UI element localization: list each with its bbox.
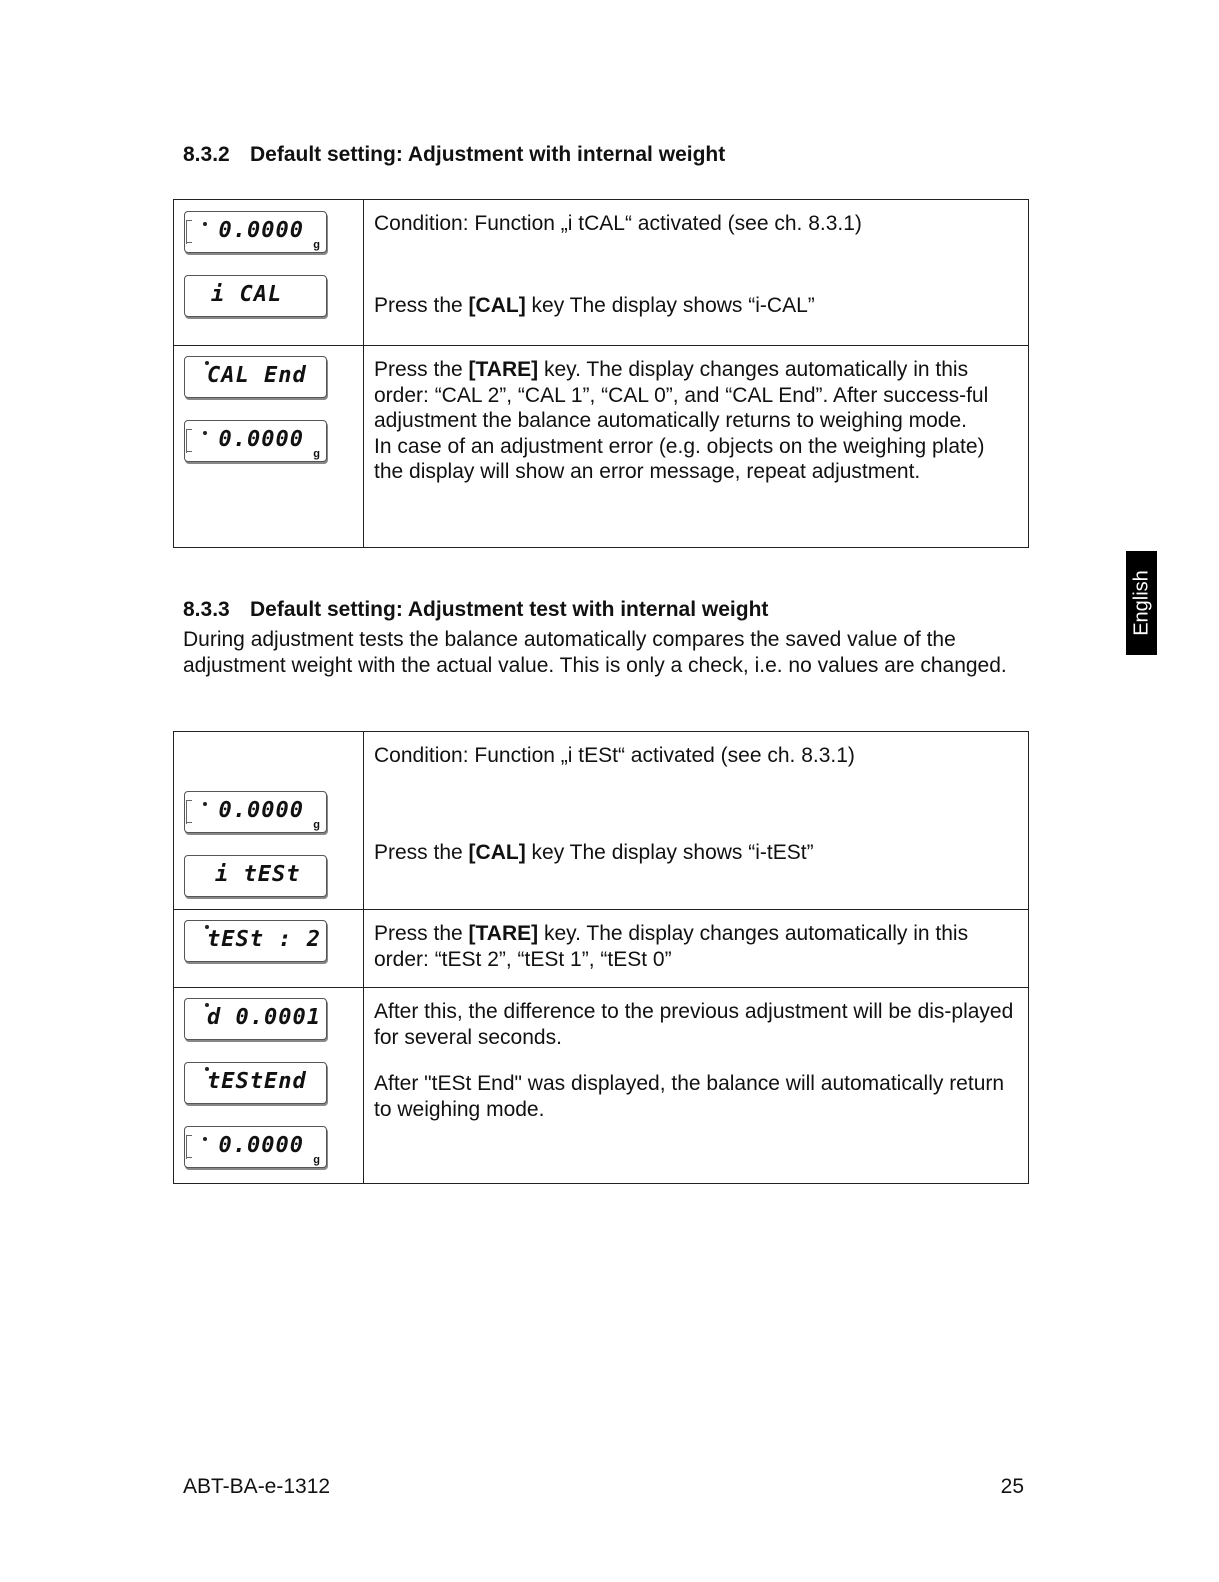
section-title: Default setting: Adjustment test with internal weight: [250, 598, 769, 621]
lcd-readout: tESt : 2: [207, 927, 321, 952]
instruction-text: [374, 840, 1018, 866]
indicator-dot: [203, 1137, 207, 1141]
difference-note: After this, the difference to the previous adjustment will be dis-played for several seconds.: [374, 1000, 1014, 1049]
table-row: [174, 988, 1029, 1184]
table-row: [174, 910, 1029, 988]
instruction-suffix: key The display shows “i-tESt”: [525, 840, 814, 864]
stability-indicator: [186, 800, 194, 824]
instruction-cell: [364, 910, 1029, 988]
stability-indicator: [186, 220, 194, 244]
lcd-unit: g: [313, 1154, 320, 1166]
section-heading-8-3-2: [183, 143, 725, 167]
page-number: 25: [1000, 1475, 1024, 1498]
indicator-dot: [203, 431, 207, 435]
instruction-text: [374, 293, 1018, 319]
lcd-readout: 0.0000: [218, 427, 304, 452]
indicator-dot: [203, 222, 207, 226]
instruction-suffix: key. The display changes automatically in this order: “CAL 2”, “CAL 1”, “CAL 0”, and “CAL End”. After success-ful adjustment the balance automatically returns to weighing mode.: [374, 358, 989, 432]
lcd-readout: 0.0000: [218, 218, 304, 243]
lcd-display: [184, 1126, 327, 1168]
display-cell: [174, 200, 364, 346]
section-heading-8-3-3: [183, 598, 768, 622]
key-name: [TARE]: [468, 922, 539, 945]
instruction-suffix: key The display shows “i-CAL”: [525, 293, 815, 317]
instruction-prefix: Press the: [374, 358, 469, 381]
lcd-display: [184, 920, 327, 962]
display-cell: [174, 346, 364, 548]
instruction-prefix: Press the: [374, 840, 469, 864]
language-label: English: [1130, 570, 1152, 636]
section-intro: During adjustment tests the balance automatically compares the saved value of the adjustment weight with the actual value. This is only a check, i.e. no values are changed.: [183, 628, 1007, 677]
indicator-dot: [203, 802, 207, 806]
lcd-readout: d 0.0001: [207, 1005, 321, 1030]
condition-text: Condition: Function „i tESt“ activated (see ch. 8.3.1): [374, 744, 855, 767]
instruction-cell: [364, 346, 1029, 548]
lcd-readout: i CAL: [211, 282, 283, 307]
lcd-display: [184, 356, 327, 398]
display-cell: [174, 988, 364, 1184]
section-title: Default setting: Adjustment with internal weight: [250, 143, 726, 166]
display-cell: [174, 910, 364, 988]
table-row: [174, 346, 1029, 548]
adjustment-test-table: [173, 731, 1029, 1184]
instruction-text: [374, 357, 1018, 434]
instruction-suffix: key. The display changes automatically in this order: “tESt 2”, “tESt 1”, “tESt 0”: [374, 922, 969, 971]
instruction-cell: [364, 988, 1029, 1184]
section-number: 8.3.3: [183, 598, 230, 621]
key-name: [TARE]: [468, 358, 539, 381]
stability-indicator: [186, 429, 194, 453]
lcd-display: [184, 855, 327, 897]
key-name: [CAL]: [468, 840, 526, 864]
instruction-cell: [364, 732, 1029, 910]
instruction-prefix: Press the: [374, 293, 469, 317]
lcd-display: [184, 211, 327, 253]
language-tab: [1126, 551, 1157, 655]
table-row: [174, 732, 1029, 910]
instruction-cell: [364, 200, 1029, 346]
lcd-unit: g: [313, 819, 320, 831]
lcd-readout: i tESt: [215, 862, 301, 887]
lcd-display: [184, 791, 327, 833]
error-note: In case of an adjustment error (e.g. objects on the weighing plate) the display will show an error message, repeat adjustment.: [374, 434, 985, 483]
adjustment-steps-table: [173, 199, 1029, 548]
display-cell: [174, 732, 364, 910]
instruction-text: [374, 921, 1018, 972]
section-number: 8.3.2: [183, 143, 230, 166]
lcd-readout: CAL End: [207, 363, 307, 388]
lcd-display: [184, 1062, 327, 1104]
lcd-display: [184, 420, 327, 462]
lcd-display: [184, 275, 327, 317]
key-name: [CAL]: [468, 293, 526, 317]
lcd-unit: g: [313, 239, 320, 251]
lcd-display: [184, 998, 327, 1040]
lcd-readout: 0.0000: [218, 798, 304, 823]
stability-indicator: [186, 1135, 194, 1159]
document-id: ABT-BA-e-1312: [183, 1475, 331, 1498]
condition-text: Condition: Function „i tCAL“ activated (see ch. 8.3.1): [374, 212, 862, 235]
instruction-prefix: Press the: [374, 922, 469, 945]
lcd-unit: g: [313, 448, 320, 460]
return-note: After "tESt End" was displayed, the balance will automatically return to weighing mode.: [374, 1072, 1005, 1121]
lcd-readout: 0.0000: [218, 1133, 304, 1158]
table-row: [174, 200, 1029, 346]
lcd-readout: tEStEnd: [207, 1069, 307, 1094]
